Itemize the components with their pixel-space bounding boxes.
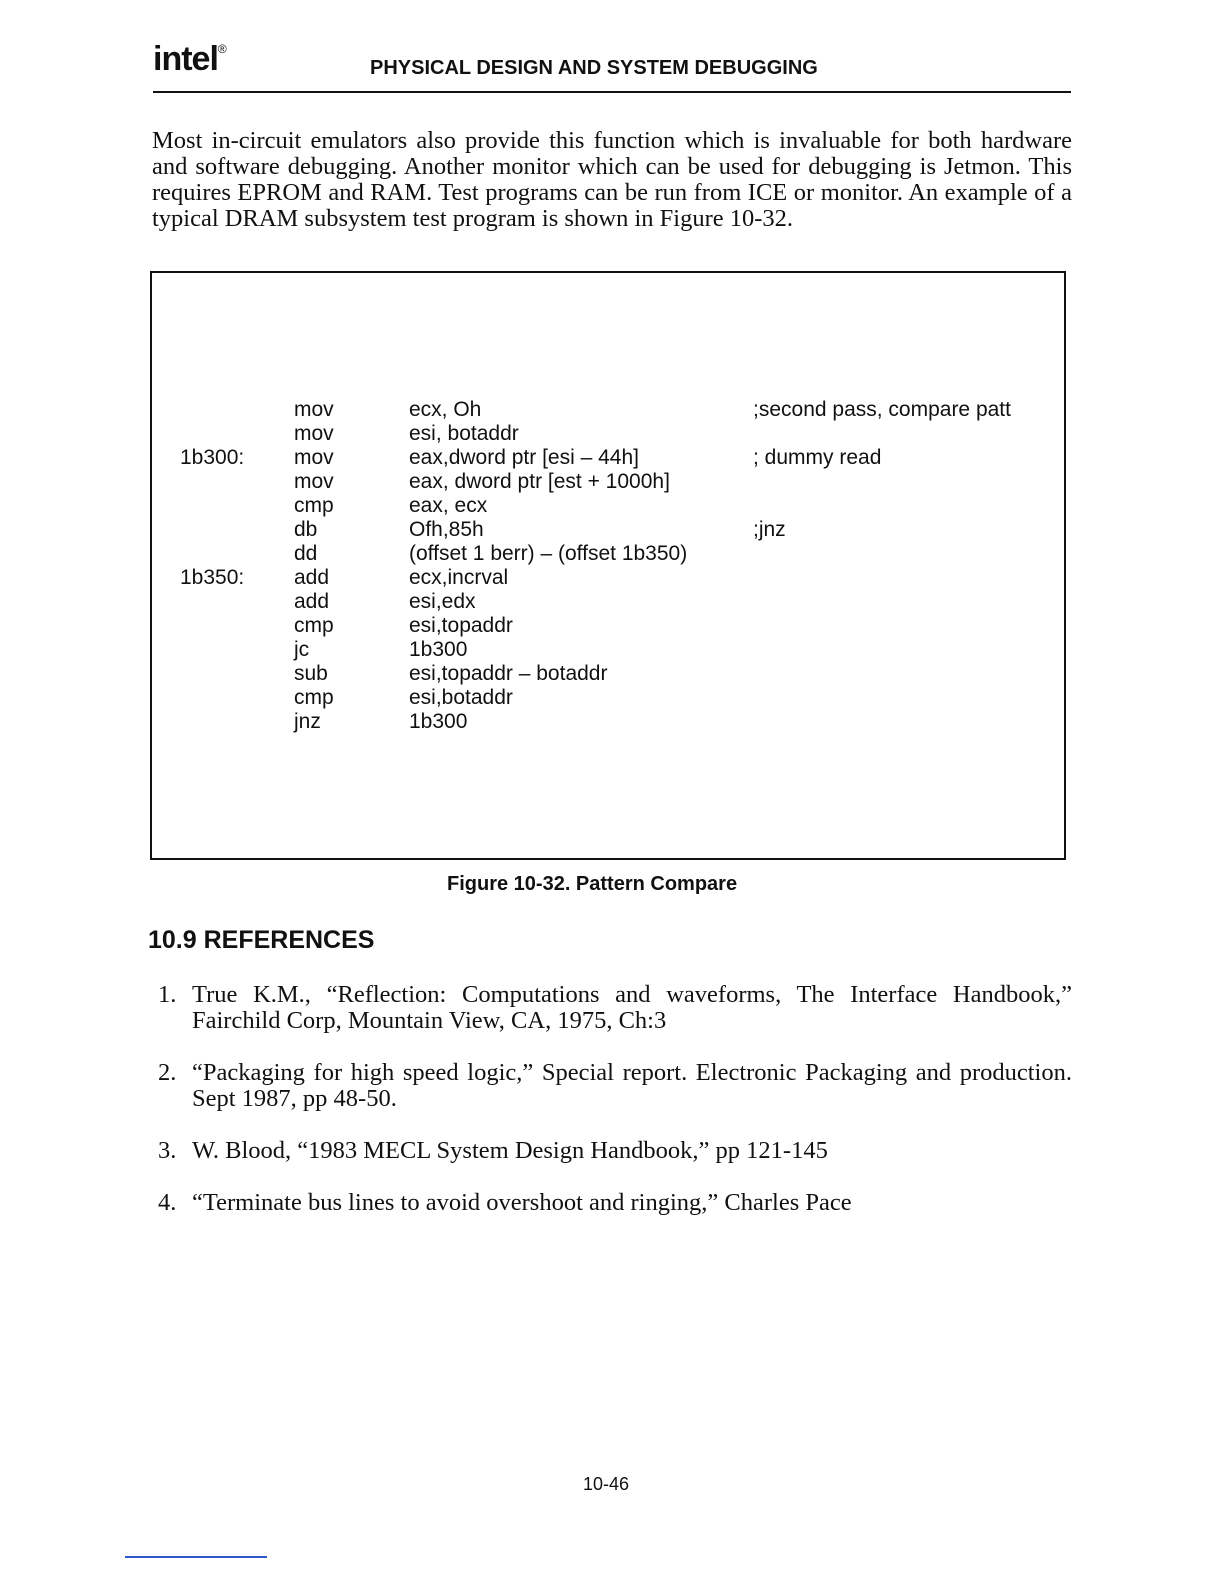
- page-number: 10-46: [583, 1474, 630, 1494]
- code-comment: [753, 614, 1011, 638]
- code-line: [180, 398, 1011, 422]
- intel-logo: [153, 40, 226, 79]
- registered-mark: ®: [217, 42, 226, 56]
- code-comment: [753, 422, 1011, 446]
- code-comment: [753, 638, 1011, 662]
- code-line: [180, 710, 1011, 734]
- figure-caption: Figure 10-32. Pattern Compare: [447, 873, 738, 895]
- code-comment: [753, 494, 1011, 518]
- code-listing: [180, 398, 1011, 734]
- code-label: [180, 470, 294, 494]
- code-comment: [753, 566, 1011, 590]
- reference-number: 2.: [158, 1059, 177, 1086]
- code-line: [180, 494, 1011, 518]
- code-comment: [753, 686, 1011, 710]
- code-label: [180, 638, 294, 662]
- code-op: mov: [294, 470, 334, 493]
- code-label: 1b300:: [180, 446, 245, 469]
- code-label: [180, 614, 294, 638]
- code-line: [180, 566, 1011, 590]
- reference-text: W. Blood, “1983 MECL System Design Handbook,” pp 121-145: [192, 1137, 828, 1164]
- code-op: mov: [294, 446, 334, 469]
- reference-list: [158, 982, 1072, 1216]
- code-arg: esi,topaddr: [409, 614, 513, 637]
- reference-number: 4.: [158, 1189, 177, 1216]
- code-label: [180, 398, 294, 422]
- code-label: [180, 422, 294, 446]
- code-line: [180, 422, 1011, 446]
- code-op: cmp: [294, 494, 334, 517]
- code-op: cmp: [294, 614, 334, 637]
- code-comment: ;jnz: [753, 518, 786, 541]
- code-op: jc: [294, 638, 310, 661]
- code-arg: esi, botaddr: [409, 422, 519, 445]
- code-arg: esi,botaddr: [409, 686, 513, 709]
- code-label: [180, 710, 294, 734]
- reference-text: “Packaging for high speed logic,” Special report. Electronic Packaging and production. Sept 1987, pp 48-50.: [192, 1059, 1072, 1112]
- code-arg: ecx, Oh: [409, 398, 482, 421]
- code-line: [180, 446, 1011, 470]
- code-op: sub: [294, 662, 328, 685]
- reference-text: “Terminate bus lines to avoid overshoot and ringing,” Charles Pace: [192, 1189, 852, 1216]
- code-op: db: [294, 518, 318, 541]
- code-line: [180, 686, 1011, 710]
- code-label: [180, 686, 294, 710]
- code-comment: ;second pass, compare patt: [753, 398, 1011, 421]
- code-arg: eax, ecx: [409, 494, 488, 517]
- code-line: [180, 662, 1011, 686]
- reference-item: [158, 1138, 1072, 1164]
- code-comment: [753, 662, 1011, 686]
- code-arg: eax,dword ptr [esi – 44h]: [409, 446, 639, 469]
- code-arg: Ofh,85h: [409, 518, 484, 541]
- header-rule: [153, 91, 1071, 93]
- code-op: cmp: [294, 686, 334, 709]
- reference-item: [158, 982, 1072, 1034]
- code-label: [180, 590, 294, 614]
- code-op: mov: [294, 422, 334, 445]
- code-comment: [753, 470, 1011, 494]
- code-arg: eax, dword ptr [est + 1000h]: [409, 470, 670, 493]
- code-op: add: [294, 590, 330, 613]
- reference-number: 1.: [158, 981, 177, 1008]
- code-label: [180, 542, 294, 566]
- code-label: [180, 494, 294, 518]
- code-arg: 1b300: [409, 638, 468, 661]
- logo-text: intel: [153, 40, 218, 78]
- code-arg: 1b300: [409, 710, 468, 733]
- code-comment: ; dummy read: [753, 446, 882, 469]
- code-op: dd: [294, 542, 318, 565]
- code-line: [180, 638, 1011, 662]
- code-line: [180, 470, 1011, 494]
- code-op: add: [294, 566, 330, 589]
- code-label: [180, 518, 294, 542]
- code-arg: ecx,incrval: [409, 566, 509, 589]
- code-comment: [753, 542, 1011, 566]
- code-line: [180, 542, 1011, 566]
- code-comment: [753, 710, 1011, 734]
- reference-number: 3.: [158, 1137, 177, 1164]
- code-label: [180, 662, 294, 686]
- running-header: PHYSICAL DESIGN AND SYSTEM DEBUGGING: [370, 57, 818, 79]
- code-op: jnz: [294, 710, 321, 733]
- code-line: [180, 614, 1011, 638]
- reference-item: [158, 1060, 1072, 1112]
- code-arg: esi,edx: [409, 590, 476, 613]
- code-label: 1b350:: [180, 566, 245, 589]
- code-op: mov: [294, 398, 334, 421]
- code-comment: [753, 590, 1011, 614]
- intro-paragraph: Most in-circuit emulators also provide this function which is invaluable for both hardware and software debugging. Another monitor which can be used for debugging is Jetmon. This requires EPROM and RAM. Test programs can be run from ICE or monitor. An example of a typical DRAM subsystem test program is shown in Figure 10-32.: [152, 127, 1072, 232]
- reference-text: True K.M., “Reflection: Computations and waveforms, The Interface Handbook,” Fairchild Corp, Mountain View, CA, 1975, Ch:3: [192, 981, 1072, 1034]
- code-line: [180, 590, 1011, 614]
- code-line: [180, 518, 1011, 542]
- code-arg: esi,topaddr – botaddr: [409, 662, 608, 685]
- section-heading: 10.9 REFERENCES: [148, 926, 375, 954]
- code-arg: (offset 1 berr) – (offset 1b350): [409, 542, 688, 565]
- reference-item: [158, 1190, 1072, 1216]
- bottom-rule: [125, 1556, 267, 1558]
